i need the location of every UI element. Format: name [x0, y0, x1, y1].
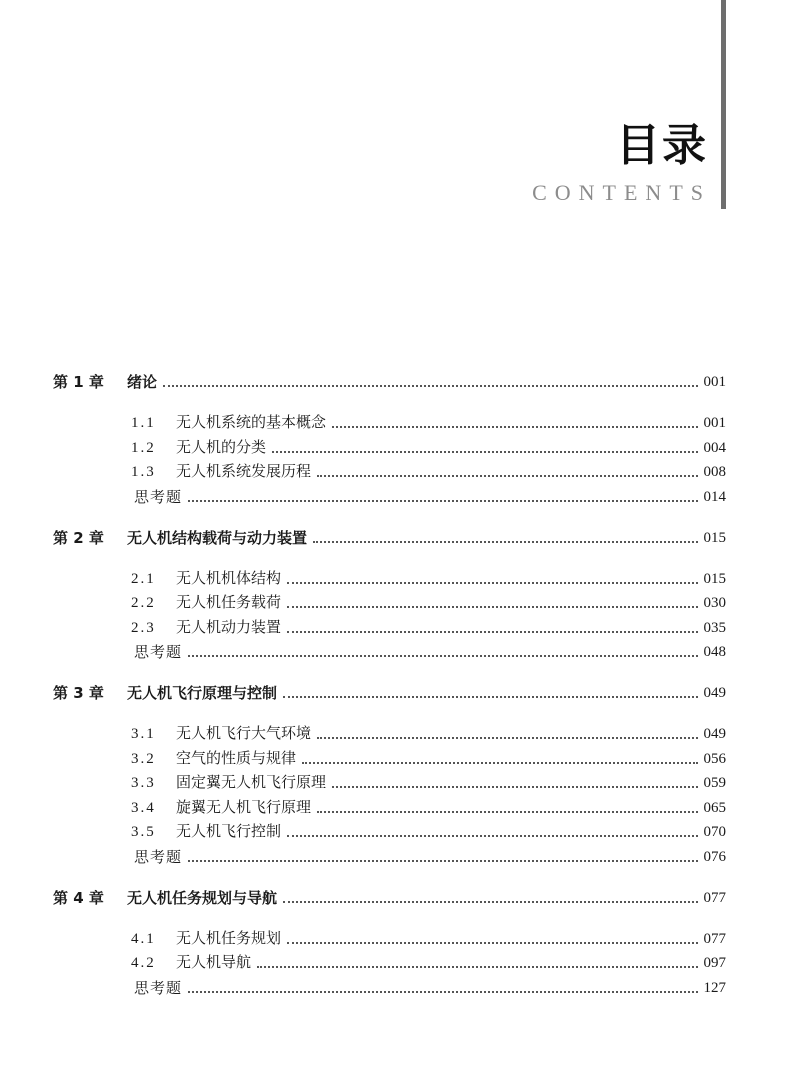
toc-section-row[interactable] [131, 458, 726, 482]
chapter-page-number: 015 [703, 529, 726, 546]
dot-leader [287, 631, 697, 633]
section-heading [131, 723, 311, 744]
toc-section-row[interactable] [131, 949, 726, 973]
section-title: 无人机动力装置 [176, 617, 282, 636]
dot-leader [287, 835, 697, 837]
questions-title: 思考题 [134, 643, 183, 661]
dot-leader [188, 500, 697, 502]
questions-page-number: 048 [703, 644, 726, 660]
section-number: 2.2 [131, 595, 156, 611]
toc-section-row[interactable] [131, 409, 726, 433]
dot-leader [332, 426, 697, 428]
section-heading [131, 412, 326, 433]
chapter-title: 无人机飞行原理与控制 [127, 684, 278, 702]
section-title: 无人机任务载荷 [176, 593, 282, 611]
section-number: 3.2 [131, 750, 156, 767]
section-heading [131, 437, 266, 458]
section-page-number: 015 [703, 570, 726, 587]
page-title: 目录 [616, 120, 708, 171]
questions-title: 思考题 [134, 847, 183, 866]
chapter-heading [53, 888, 277, 908]
dot-leader [188, 860, 697, 862]
toc-section-row[interactable] [131, 794, 726, 818]
section-page-number: 065 [703, 799, 726, 816]
section-number: 1.1 [131, 415, 156, 431]
chapter-number: 第 1 章 [53, 373, 104, 391]
dot-leader [283, 696, 697, 698]
questions-title: 思考题 [134, 487, 183, 506]
section-number: 3.4 [131, 799, 156, 816]
section-page-number: 059 [703, 775, 726, 791]
dot-leader [302, 762, 697, 764]
section-heading [131, 952, 251, 973]
section-title: 无人机系统的基本概念 [176, 413, 327, 431]
toc-section-row[interactable] [131, 565, 726, 589]
dot-leader [287, 942, 697, 944]
section-title: 固定翼无人机飞行原理 [176, 773, 327, 791]
chapter-number: 第 4 章 [53, 888, 104, 907]
section-title: 无人机机体结构 [176, 568, 282, 587]
section-heading [131, 592, 281, 613]
section-page-number: 049 [703, 726, 726, 742]
section-page-number: 070 [703, 824, 726, 840]
questions-page-number: 076 [703, 848, 726, 865]
chapter-heading [53, 683, 277, 703]
questions-title: 思考题 [134, 978, 183, 997]
section-title: 无人机的分类 [176, 437, 267, 456]
toc-chapter-row[interactable] [53, 524, 726, 548]
dot-leader [287, 582, 697, 584]
toc-section-row[interactable] [131, 745, 726, 769]
section-number: 3.1 [131, 726, 156, 742]
chapter-page-number: 001 [703, 374, 726, 390]
toc-questions-row[interactable] [134, 638, 726, 662]
toc-section-row[interactable] [131, 434, 726, 458]
section-number: 4.2 [131, 955, 156, 971]
dot-leader [313, 541, 697, 543]
toc-questions-row[interactable] [134, 974, 726, 998]
section-heading [131, 772, 326, 793]
section-number: 3.3 [131, 775, 156, 791]
section-page-number: 097 [703, 955, 726, 971]
toc-chapter-row[interactable] [53, 368, 726, 392]
dot-leader [287, 606, 697, 608]
toc-section-row[interactable] [131, 720, 726, 744]
chapter-heading [53, 528, 307, 548]
section-title: 无人机飞行控制 [176, 822, 282, 840]
chapter-title: 无人机任务规划与导航 [127, 888, 278, 907]
section-page-number: 004 [703, 439, 726, 456]
section-heading [131, 461, 311, 482]
section-title: 无人机系统发展历程 [176, 462, 312, 480]
section-number: 2.3 [131, 619, 156, 636]
section-heading [131, 928, 281, 949]
section-number: 1.3 [131, 464, 156, 480]
toc-section-row[interactable] [131, 614, 726, 638]
section-page-number: 001 [703, 415, 726, 431]
dot-leader [317, 475, 697, 477]
section-title: 无人机飞行大气环境 [176, 724, 312, 742]
section-title: 无人机导航 [176, 953, 252, 971]
section-heading [131, 821, 281, 842]
dot-leader [257, 966, 697, 968]
toc-questions-row[interactable] [134, 843, 726, 867]
section-page-number: 077 [703, 930, 726, 947]
toc-chapter-row[interactable] [53, 679, 726, 703]
chapter-number: 第 3 章 [53, 684, 104, 702]
section-number: 1.2 [131, 439, 156, 456]
section-title: 无人机任务规划 [176, 928, 282, 947]
chapter-page-number: 077 [703, 889, 726, 906]
dot-leader [188, 655, 697, 657]
section-heading [131, 797, 311, 818]
toc-section-row[interactable] [131, 589, 726, 613]
section-title: 旋翼无人机飞行原理 [176, 797, 312, 816]
dot-leader [317, 811, 697, 813]
chapter-title: 绪论 [127, 373, 158, 391]
toc-section-row[interactable] [131, 925, 726, 949]
section-number: 3.5 [131, 824, 156, 840]
toc-chapter-row[interactable] [53, 884, 726, 908]
dot-leader [163, 385, 697, 387]
questions-page-number: 014 [703, 488, 726, 505]
dot-leader [188, 991, 697, 993]
section-page-number: 008 [703, 464, 726, 480]
chapter-title: 无人机结构载荷与动力装置 [127, 528, 308, 547]
questions-page-number: 127 [703, 979, 726, 996]
section-page-number: 056 [703, 750, 726, 767]
chapter-heading [53, 372, 157, 392]
dot-leader [283, 901, 697, 903]
section-heading [131, 617, 281, 638]
section-number: 4.1 [131, 930, 156, 947]
toc-section-row[interactable] [131, 769, 726, 793]
chapter-number: 第 2 章 [53, 528, 104, 547]
dot-leader [272, 451, 697, 453]
toc-questions-row[interactable] [134, 483, 726, 507]
chapter-page-number: 049 [703, 685, 726, 701]
section-page-number: 035 [703, 619, 726, 636]
toc-section-row[interactable] [131, 818, 726, 842]
dot-leader [332, 786, 697, 788]
section-heading [131, 748, 296, 769]
section-number: 2.1 [131, 570, 156, 587]
section-heading [131, 568, 281, 589]
section-title: 空气的性质与规律 [176, 748, 297, 767]
page-subtitle: CONTENTS [532, 180, 711, 205]
dot-leader [317, 737, 697, 739]
section-page-number: 030 [703, 595, 726, 611]
